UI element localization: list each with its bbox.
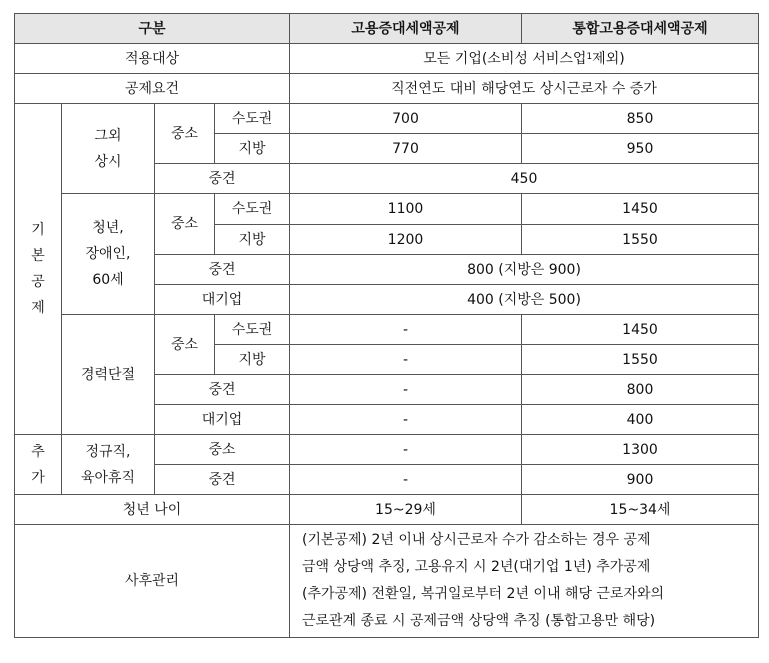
requirement-label: 공제요건 <box>15 74 290 104</box>
youth-age-v2: 15~34세 <box>522 495 759 525</box>
additional-sme-label: 중소 <box>155 435 290 465</box>
youth-region-v1: 1200 <box>290 225 522 255</box>
youth-mid-value: 800 (지방은 900) <box>290 255 759 285</box>
management-line-1: (기본공제) 2년 이내 상시근로자 수가 감소하는 경우 공제 <box>302 532 651 548</box>
other-mid-label: 중견 <box>155 164 290 194</box>
regular-parental-label: 정규직, 육아휴직 <box>62 435 155 495</box>
other-capital-label: 수도권 <box>215 104 290 134</box>
career-mid-v1: - <box>290 375 522 405</box>
youth-large-value: 400 (지방은 500) <box>290 285 759 315</box>
basic-youth-capital-row <box>15 194 759 225</box>
youth-capital-v1: 1100 <box>290 194 522 225</box>
career-mid-v2: 800 <box>522 375 759 405</box>
management-label: 사후관리 <box>15 525 290 638</box>
other-region-v1: 770 <box>290 134 522 164</box>
target-value: 모든 기업(소비성 서비스업$^1$제외) <box>290 44 759 74</box>
other-sme-label: 중소 <box>155 104 215 164</box>
additional-sme-v1: - <box>290 435 522 465</box>
basic-deduction-label: 기 본 공 제 <box>15 104 62 435</box>
additional-mid-v1: - <box>290 465 522 495</box>
other-capital-v1: 700 <box>290 104 522 134</box>
career-capital-label: 수도권 <box>215 315 290 345</box>
youth-sme-label: 중소 <box>155 194 215 255</box>
career-region-v2: 1550 <box>522 345 759 375</box>
career-capital-v2: 1450 <box>522 315 759 345</box>
requirement-value: 직전연도 대비 해당연도 상시근로자 수 증가 <box>290 74 759 104</box>
management-line-3: (추가공제) 전환일, 복귀일로부터 2년 이내 해당 근로자와의 <box>302 586 665 602</box>
tax-credit-comparison-table <box>14 13 759 638</box>
requirement-row <box>15 74 759 104</box>
youth-region-v2: 1550 <box>522 225 759 255</box>
youth-age-v1: 15~29세 <box>290 495 522 525</box>
career-capital-v1: - <box>290 315 522 345</box>
header-category: 구분 <box>15 14 290 44</box>
youth-region-label: 지방 <box>215 225 290 255</box>
career-large-v1: - <box>290 405 522 435</box>
management-text <box>290 525 759 638</box>
other-regular-label: 그외 상시 <box>62 104 155 194</box>
career-region-v1: - <box>290 345 522 375</box>
youth-mid-label: 중견 <box>155 255 290 285</box>
other-region-v2: 950 <box>522 134 759 164</box>
career-large-label: 대기업 <box>155 405 290 435</box>
other-mid-value: 450 <box>290 164 759 194</box>
career-large-v2: 400 <box>522 405 759 435</box>
additional-mid-v2: 900 <box>522 465 759 495</box>
management-line-2: 금액 상당액 추징, 고용유지 시 2년(대기업 1년) 추가공제 <box>302 559 651 575</box>
career-mid-label: 중견 <box>155 375 290 405</box>
career-break-label: 경력단절 <box>62 315 155 435</box>
other-region-label: 지방 <box>215 134 290 164</box>
youth-label: 청년, 장애인, 60세 <box>62 194 155 315</box>
header-col1: 고용증대세액공제 <box>290 14 522 44</box>
target-row <box>15 44 759 74</box>
youth-capital-label: 수도권 <box>215 194 290 225</box>
youth-age-label: 청년 나이 <box>15 495 290 525</box>
management-row <box>15 525 759 638</box>
basic-career-capital-row <box>15 315 759 345</box>
target-label: 적용대상 <box>15 44 290 74</box>
youth-large-label: 대기업 <box>155 285 290 315</box>
tax-credit-table-container <box>14 13 759 638</box>
additional-deduction-label: 추 가 <box>15 435 62 495</box>
management-line-4: 근로관계 종료 시 공제금액 상당액 추징 (통합고용만 해당) <box>302 613 656 629</box>
header-col2: 통합고용증대세액공제 <box>522 14 759 44</box>
additional-sme-v2: 1300 <box>522 435 759 465</box>
basic-other-capital-row <box>15 104 759 134</box>
additional-mid-label: 중견 <box>155 465 290 495</box>
career-sme-label: 중소 <box>155 315 215 375</box>
other-capital-v2: 850 <box>522 104 759 134</box>
youth-age-row <box>15 495 759 525</box>
additional-sme-row <box>15 435 759 465</box>
header-row <box>15 14 759 44</box>
youth-capital-v2: 1450 <box>522 194 759 225</box>
career-region-label: 지방 <box>215 345 290 375</box>
